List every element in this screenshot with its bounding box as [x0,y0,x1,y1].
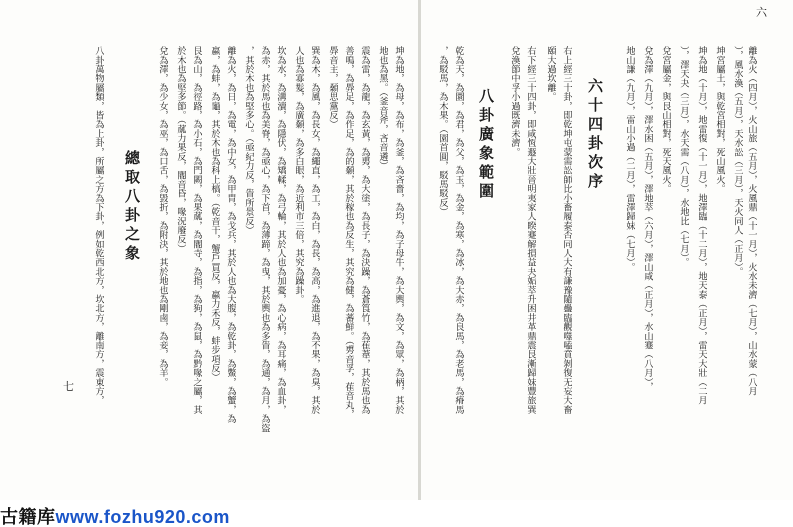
text-column: 艮為山，為徑路，為小石，為門闕，為果蓏，為閽寺，為指，為狗，為鼠，為黔喙之屬，其 [191,46,202,414]
text-column: 於木也為堅多節。（蓏力果反，閽音昏，喙況廢反） [175,46,186,253]
text-column: 兌宮屬金，與艮山相對，死天風火。 [660,46,671,194]
section-heading-sixty-four-order: 六十四卦次序 [586,78,604,192]
watermark-prefix: 古籍库 [0,507,56,527]
text-column: 坎為水，為溝瀆，為隱伏，為矯輮，為弓輪，其於人也為加憂，為心病，為耳痛，為血卦， [275,46,286,414]
watermark-domain: www.fozhu920.com [55,507,230,527]
text-column: 兌為澤（九月），澤水困（五月），澤地萃（六月），澤山咸（正月），水山蹇（八月）， [642,46,653,391]
section-heading-general-bagua-images: 總取八卦之象 [123,150,141,264]
text-column: 兌為澤，為少女，為巫，為口舌，為毀折，為附決，其於地也為剛鹵，為妾，為羊。 [157,46,168,387]
text-column: 頤大過坎離。 [545,46,556,102]
text-column: 巽為木，為風，為長女，為繩直，為工，為白，為長，為高，為進退，為不果，為臭，其於 [309,46,320,414]
book-gutter [418,0,421,500]
text-column: 蠃，為蚌，為龜，其於木也為科上槁。（乾音干，蟹戶買反，蠃力禾反，蚌步項反） [209,46,220,382]
text-column: 地山謙（九月），雷山小過（二月），雷澤歸妹（七月）。 [624,46,635,272]
text-column: 兌渙節中孚小過既濟未濟。 [509,46,520,157]
text-column: 八卦萬物屬類，皆為上卦，所屬之方為下卦，例如乾西北方，坎北方，離南方，震東方， [93,46,104,405]
text-column: 震為雷，為龍，為玄黃，為旉，為大塗，為長子，為決躁，為蒼筤竹，為萑葦，其於馬也為 [359,46,370,414]
text-column: 坤宮屬土，與乾宮相對，死山風火。 [714,46,725,194]
text-column: 為赤，其於馬也為美脊，為亟心，為下首，為薄蹄，為曳，其於輿也為多眚，為通，為月，為盜 [259,46,270,433]
text-column: 人也為寡髮，為廣顙，為多白眼，為近利市三倍，其究為躁卦。 [293,46,304,304]
section-heading-bagua-range: 八卦廣象範圍 [477,88,495,202]
text-column: ，其於木也為堅多心。（亟紀力反，眚所景反） [243,46,254,235]
text-column: 離為火，為日，為電，為中女，為甲胄，為戈兵，其於人也為大腹，為乾卦，為鱉，為蟹，為 [225,46,236,424]
page-number-left: 七 [63,380,74,393]
text-column: 地也為黑。（釜音斧，吝音遴） [377,46,388,171]
site-watermark [0,503,230,527]
text-column: 乾為天，為圜，為君，為父，為玉，為金，為寒，為冰，為大赤，為良馬，為老馬，為瘠馬 [453,46,464,414]
text-column: 馵音主，顙思黨反） [327,46,338,129]
text-column: ，為駁馬，為木果。（園首圓，駁馬駁反） [437,46,448,217]
text-column: 右上經三十卦，即乾坤屯蒙需訟師比小畜履泰否同人大有謙豫隨蠱臨觀噬嗑賁剝復无妄大畜 [561,46,572,414]
text-column: 右下經三十四卦，即咸恆遯大壯晉明夷家人睽蹇解損益夬姤萃升困井革鼎震艮漸歸妹豐旅巽 [525,46,536,414]
text-column: ），澤天夬（三月），水天需（八月），水地比（七月）。 [678,46,689,267]
text-column: 離為火（四月），火山旅（五月），火風鼎（十一月），火水未濟（七月），山水蒙（八月 [746,46,757,396]
page-number-right: 六 [756,6,767,19]
text-column: 善鳴，為馵足，為作足，為的顙，其於稼也為反生，其究為健，為蕃鮮。（旉音孚，萑音丸， [343,46,354,419]
text-column: ），風水渙（五月），天水訟（三月），天火同人（正月）。 [732,46,743,276]
text-column: 坤為地，為母，為布，為釜，為吝嗇，為均，為子母牛，為大輿，為文，為眾，為柄，其於 [393,46,404,414]
text-column: 坤為地（十月），地雷復（十一月），地澤臨（十二月），地天泰（正月），雷天大壯（二月 [696,46,707,405]
